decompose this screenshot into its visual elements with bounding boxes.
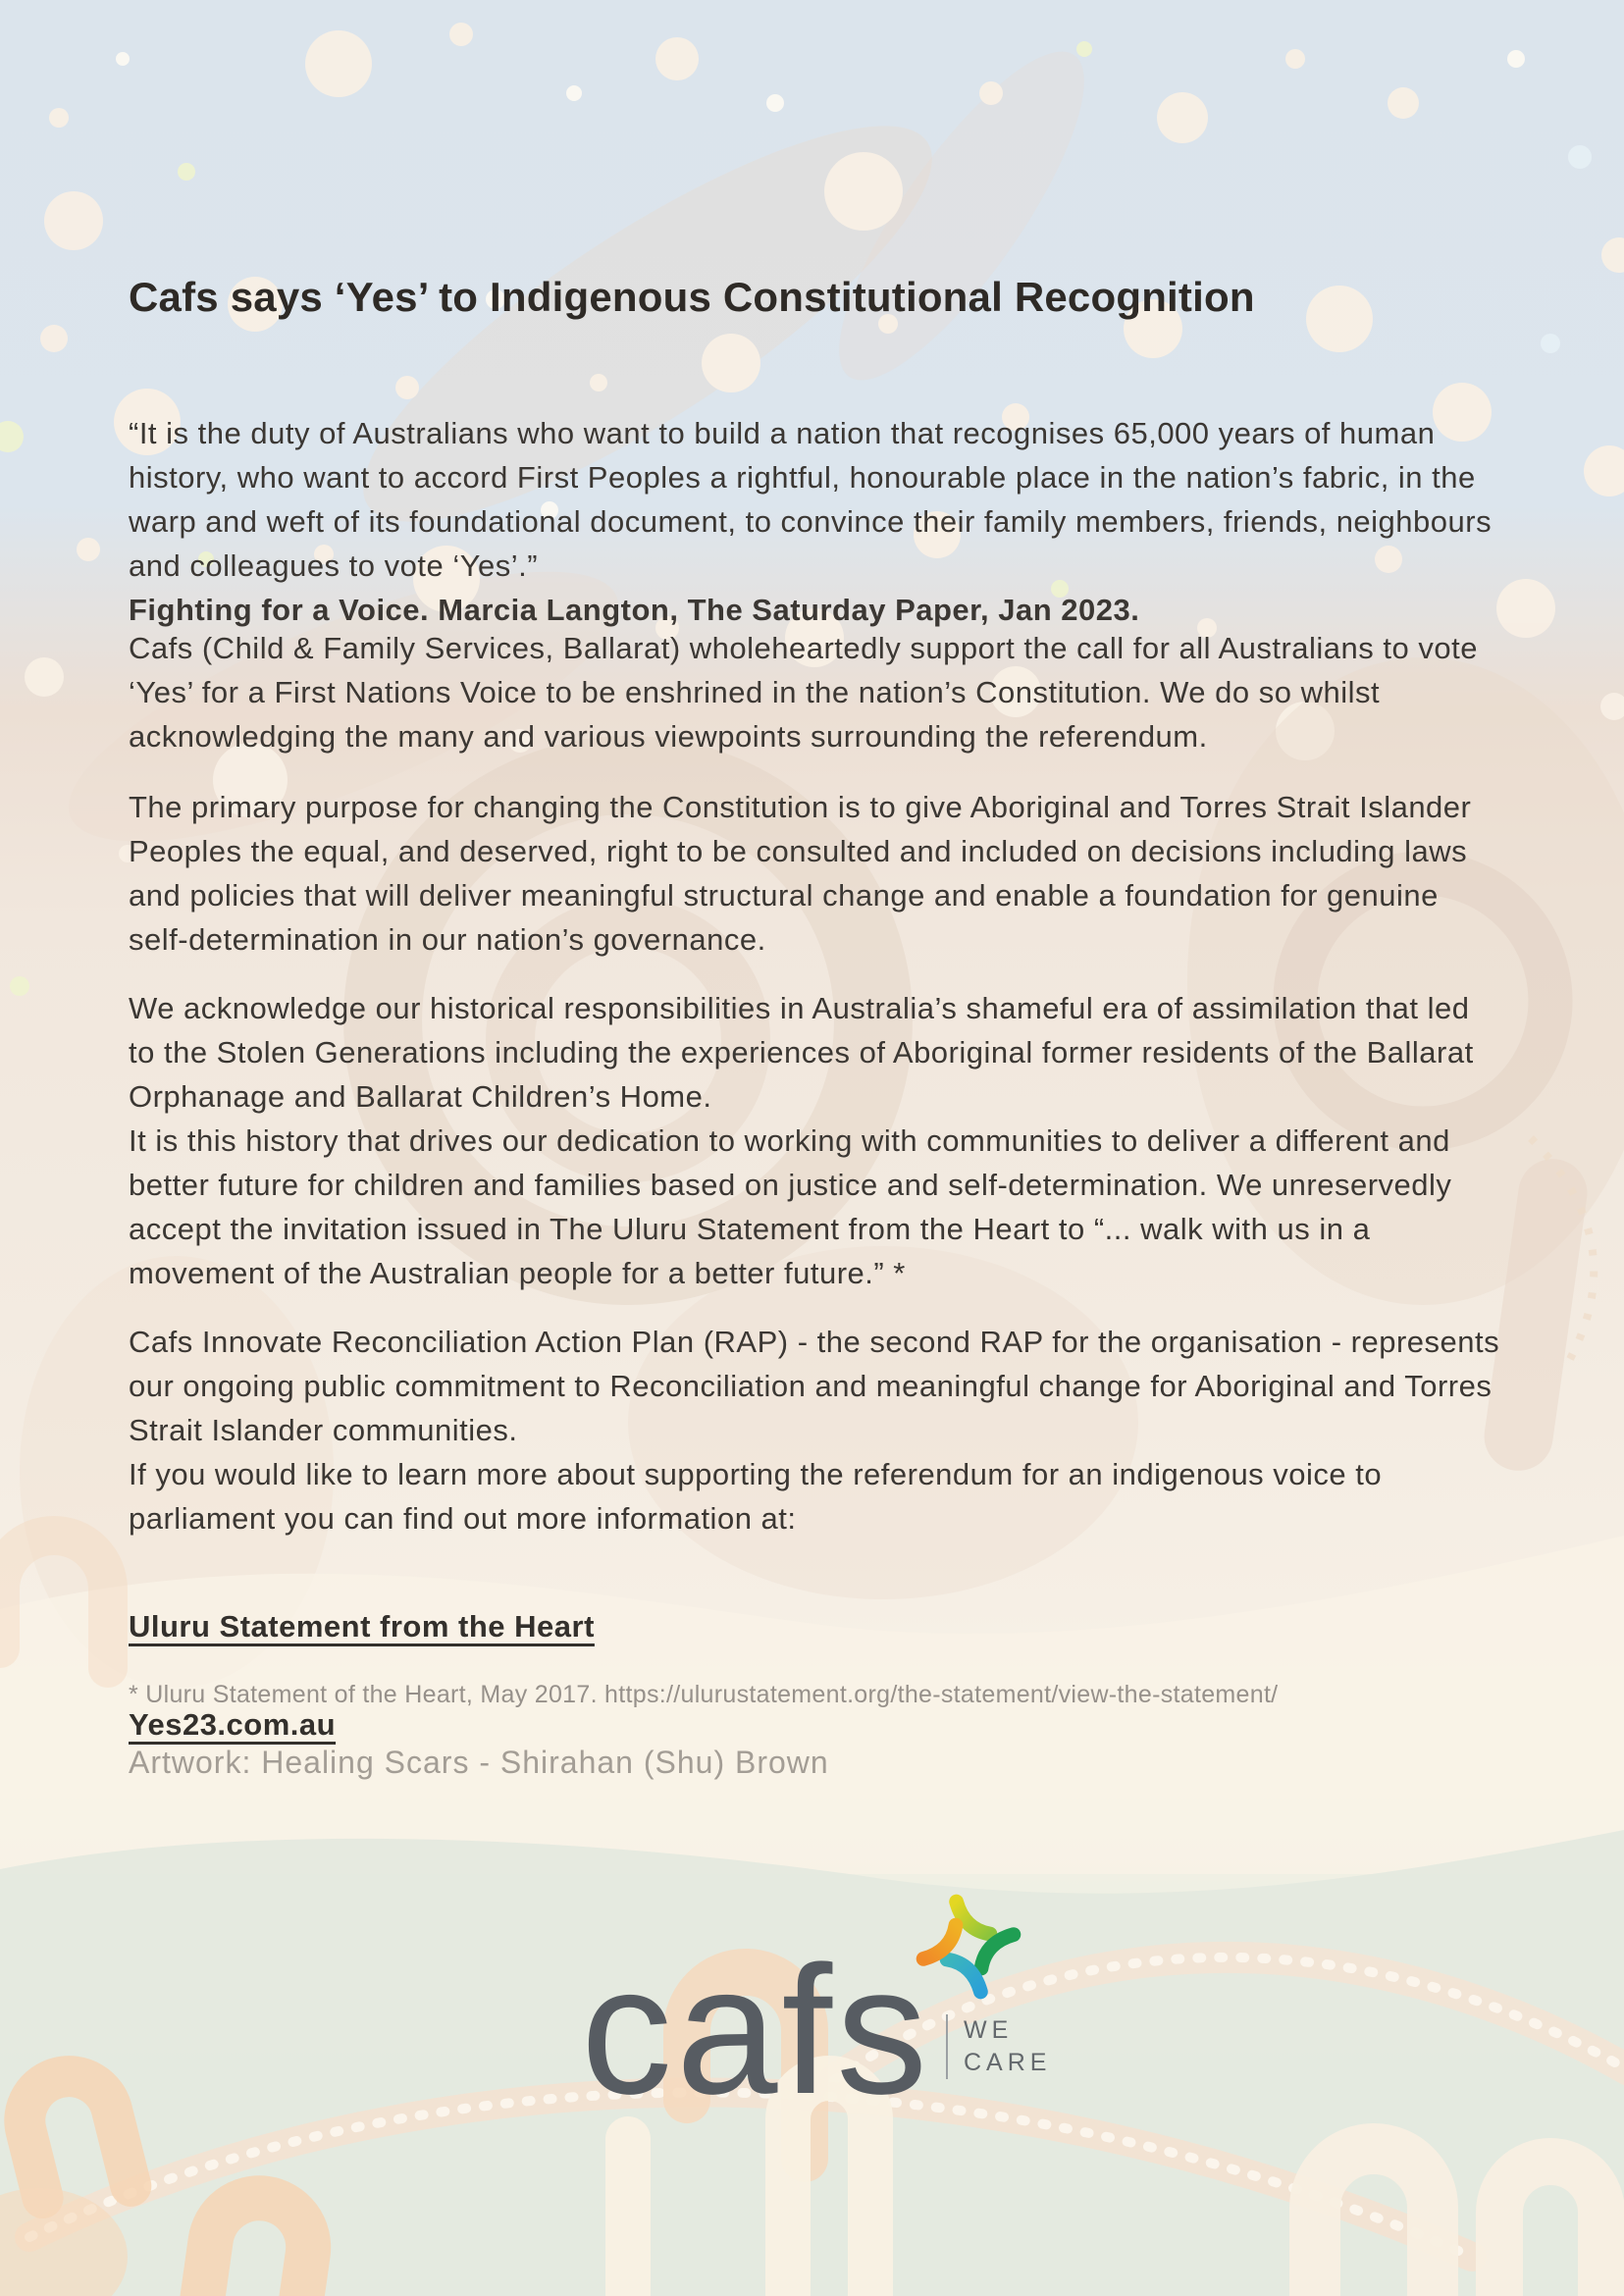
cafs-star-icon (903, 1881, 1033, 2011)
tagline-care: CARE (964, 2049, 1052, 2076)
logo-tagline (946, 2014, 1051, 2079)
logo-divider (946, 2014, 948, 2079)
quote-attribution: Fighting for a Voice. Marcia Langton, The Saturday Paper, Jan 2023. (129, 593, 1140, 627)
cafs-wordmark: cafs (581, 1929, 932, 2132)
tagline-we: WE (964, 2016, 1014, 2044)
quote-text: “It is the duty of Australians who want to build a nation that recognises 65,000 years of human history, who want to accord First Peoples a rightful, honourable place in the nation’s fabric, in the warp and weft of its foundational document, to convince their family members, friends, neighbours and colleagues to vote ‘Yes’.” (129, 416, 1493, 583)
footnote: * Uluru Statement of the Heart, May 2017. https://ulurustatement.org/the-statement/view-the-statement/ (129, 1681, 1279, 1708)
body-paragraph: We acknowledge our historical responsibilities in Australia’s shameful era of assimilation that led to the Stolen Generations including the experiences of Aboriginal former residents of the Ballarat Orphanage and Ballarat Children’s Home. It is this history that drives our dedication to working with communities to deliver a different and better future for children and families based on justice and self-determination. We unreservedly accept the invitation issued in The Uluru Statement from the Heart to “... walk with us in a movement of the Australian people for a better future.” * (129, 991, 1474, 1290)
link-uluru-statement[interactable]: Uluru Statement from the Heart (129, 1609, 595, 1644)
body-paragraph: Cafs (Child & Family Services, Ballarat) wholeheartedly support the call for all Australians to vote ‘Yes’ for a First Nations Voice to be enshrined in the nation’s Constitution. We do so whilst acknowledging the many and various viewpoints surrounding the referendum. (129, 631, 1478, 754)
artwork-credit: Artwork: Healing Scars - Shirahan (Shu) Brown (129, 1745, 829, 1780)
cafs-logo (581, 1889, 1150, 2132)
resource-links (129, 1553, 1502, 1749)
body-paragraph: The primary purpose for changing the Constitution is to give Aboriginal and Torres Strait Islander Peoples the equal, and deserved, right to be consulted and included on decisions including laws and policies that will deliver meaningful structural change and enable a foundation for genuine self-determination in our nation’s governance. (129, 790, 1472, 957)
page-title: Cafs says ‘Yes’ to Indigenous Constitutional Recognition (129, 274, 1255, 321)
link-yes23[interactable]: Yes23.com.au (129, 1707, 337, 1742)
body-paragraph: Cafs Innovate Reconciliation Action Plan (RAP) - the second RAP for the organisation - represents our ongoing public commitment to Reconciliation and meaningful change for Aboriginal and Torres Strait Islander communities. If you would like to learn more about supporting the referendum for an indigenous voice to parliament you can find out more information at: (129, 1325, 1500, 1536)
